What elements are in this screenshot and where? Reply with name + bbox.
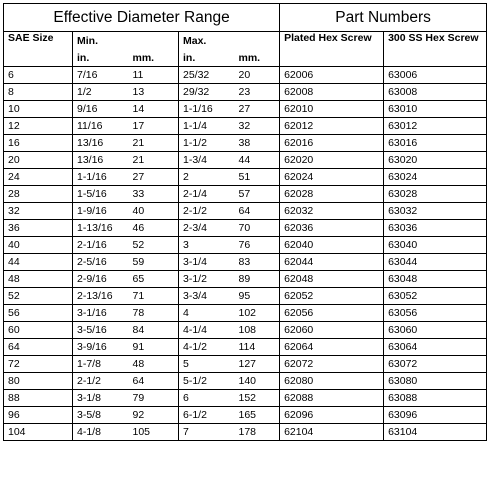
- plated-part-number-cell: 62104: [280, 424, 384, 441]
- plated-part-number-cell: 62080: [280, 373, 384, 390]
- ss-part-number-cell: 63040: [384, 237, 487, 254]
- min-in-cell: 13/16: [73, 135, 129, 152]
- sae-size-cell: 80: [4, 373, 73, 390]
- min-in-cell: 2-5/16: [73, 254, 129, 271]
- min-mm-cell: 48: [129, 356, 179, 373]
- plated-part-number-cell: 62064: [280, 339, 384, 356]
- max-in-cell: 3-1/4: [179, 254, 235, 271]
- sae-size-cell: 36: [4, 220, 73, 237]
- min-in-cell: 3-1/8: [73, 390, 129, 407]
- sae-size-cell: 8: [4, 84, 73, 101]
- plated-part-number-cell: 62040: [280, 237, 384, 254]
- plated-part-number-cell: 62016: [280, 135, 384, 152]
- max-in-cell: 5-1/2: [179, 373, 235, 390]
- plated-part-number-cell: 62036: [280, 220, 384, 237]
- table-row: [4, 339, 487, 356]
- min-mm-cell: 92: [129, 407, 179, 424]
- ss-part-number-cell: 63006: [384, 67, 487, 84]
- min-in-cell: 2-9/16: [73, 271, 129, 288]
- table-row: [4, 322, 487, 339]
- table-row: [4, 203, 487, 220]
- max-mm-cell: 23: [235, 84, 280, 101]
- sae-size-cell: 48: [4, 271, 73, 288]
- max-in-cell: 3: [179, 237, 235, 254]
- min-in-cell: 1/2: [73, 84, 129, 101]
- table-row: [4, 135, 487, 152]
- max-in-cell: 2: [179, 169, 235, 186]
- ss-part-number-cell: 63052: [384, 288, 487, 305]
- table-row: [4, 390, 487, 407]
- ss-part-number-cell: 63104: [384, 424, 487, 441]
- table-row: [4, 220, 487, 237]
- table-row: [4, 237, 487, 254]
- max-mm-cell: 114: [235, 339, 280, 356]
- min-mm-cell: 52: [129, 237, 179, 254]
- plated-part-number-cell: 62072: [280, 356, 384, 373]
- min-in-cell: 1-1/16: [73, 169, 129, 186]
- ss-part-number-cell: 63024: [384, 169, 487, 186]
- max-mm-cell: 108: [235, 322, 280, 339]
- min-in-cell: 11/16: [73, 118, 129, 135]
- min-in-cell: 3-5/16: [73, 322, 129, 339]
- min-mm-cell: 40: [129, 203, 179, 220]
- max-mm-cell: 102: [235, 305, 280, 322]
- sae-size-cell: 52: [4, 288, 73, 305]
- min-mm-cell: 105: [129, 424, 179, 441]
- min-mm-cell: 21: [129, 135, 179, 152]
- sae-size-cell: 64: [4, 339, 73, 356]
- max-in-cell: 4-1/4: [179, 322, 235, 339]
- max-mm-cell: 89: [235, 271, 280, 288]
- max-in-cell: 1-1/16: [179, 101, 235, 118]
- column-header-row: [4, 32, 487, 50]
- max-mm-cell: 178: [235, 424, 280, 441]
- ss-part-number-cell: 63064: [384, 339, 487, 356]
- max-in-cell: 3-3/4: [179, 288, 235, 305]
- plated-part-number-cell: 62060: [280, 322, 384, 339]
- min-mm-cell: 21: [129, 152, 179, 169]
- sae-size-cell: 6: [4, 67, 73, 84]
- max-mm-cell: 95: [235, 288, 280, 305]
- max-in-cell: 1-3/4: [179, 152, 235, 169]
- max-mm-cell: 44: [235, 152, 280, 169]
- min-mm-cell: 84: [129, 322, 179, 339]
- sae-size-cell: 32: [4, 203, 73, 220]
- max-header: Max.: [179, 32, 280, 50]
- max-in-cell: 25/32: [179, 67, 235, 84]
- max-mm-cell: 140: [235, 373, 280, 390]
- min-in-cell: 2-1/16: [73, 237, 129, 254]
- ss-part-number-cell: 63096: [384, 407, 487, 424]
- sae-size-cell: 24: [4, 169, 73, 186]
- part-numbers-header: Part Numbers: [280, 4, 487, 32]
- max-in-cell: 4-1/2: [179, 339, 235, 356]
- sae-size-header: SAE Size: [4, 32, 73, 67]
- plated-part-number-cell: 62020: [280, 152, 384, 169]
- ss-part-number-cell: 63048: [384, 271, 487, 288]
- ss-hex-screw-header: 300 SS Hex Screw: [384, 32, 487, 67]
- plated-part-number-cell: 62028: [280, 186, 384, 203]
- table-row: [4, 84, 487, 101]
- ss-part-number-cell: 63008: [384, 84, 487, 101]
- max-in-cell: 1-1/4: [179, 118, 235, 135]
- sae-size-cell: 40: [4, 237, 73, 254]
- min-in-unit: in.: [73, 49, 129, 67]
- table-row: [4, 407, 487, 424]
- sae-size-cell: 88: [4, 390, 73, 407]
- ss-part-number-cell: 63028: [384, 186, 487, 203]
- max-mm-cell: 165: [235, 407, 280, 424]
- plated-part-number-cell: 62024: [280, 169, 384, 186]
- table-row: [4, 424, 487, 441]
- min-mm-unit: mm.: [129, 49, 179, 67]
- plated-part-number-cell: 62096: [280, 407, 384, 424]
- min-mm-cell: 11: [129, 67, 179, 84]
- min-in-cell: 3-5/8: [73, 407, 129, 424]
- max-mm-cell: 127: [235, 356, 280, 373]
- min-mm-cell: 65: [129, 271, 179, 288]
- plated-part-number-cell: 62088: [280, 390, 384, 407]
- min-in-cell: 3-9/16: [73, 339, 129, 356]
- min-mm-cell: 79: [129, 390, 179, 407]
- min-mm-cell: 64: [129, 373, 179, 390]
- ss-part-number-cell: 63020: [384, 152, 487, 169]
- max-in-cell: 3-1/2: [179, 271, 235, 288]
- ss-part-number-cell: 63080: [384, 373, 487, 390]
- min-mm-cell: 78: [129, 305, 179, 322]
- min-mm-cell: 59: [129, 254, 179, 271]
- plated-part-number-cell: 62048: [280, 271, 384, 288]
- min-mm-cell: 71: [129, 288, 179, 305]
- table-row: [4, 356, 487, 373]
- plated-part-number-cell: 62012: [280, 118, 384, 135]
- min-mm-cell: 13: [129, 84, 179, 101]
- plated-part-number-cell: 62006: [280, 67, 384, 84]
- table-row: [4, 101, 487, 118]
- min-in-cell: 7/16: [73, 67, 129, 84]
- part-number-table: [3, 3, 487, 441]
- max-in-cell: 6-1/2: [179, 407, 235, 424]
- effective-diameter-range-header: Effective Diameter Range: [4, 4, 280, 32]
- plated-part-number-cell: 62010: [280, 101, 384, 118]
- table-row: [4, 271, 487, 288]
- min-in-cell: 2-1/2: [73, 373, 129, 390]
- max-in-cell: 6: [179, 390, 235, 407]
- table-body: [4, 67, 487, 441]
- max-mm-cell: 76: [235, 237, 280, 254]
- table-row: [4, 373, 487, 390]
- sae-size-cell: 60: [4, 322, 73, 339]
- group-header-row: [4, 4, 487, 32]
- ss-part-number-cell: 63072: [384, 356, 487, 373]
- min-in-cell: 1-9/16: [73, 203, 129, 220]
- table-row: [4, 186, 487, 203]
- plated-part-number-cell: 62008: [280, 84, 384, 101]
- max-in-unit: in.: [179, 49, 235, 67]
- ss-part-number-cell: 63016: [384, 135, 487, 152]
- ss-part-number-cell: 63088: [384, 390, 487, 407]
- ss-part-number-cell: 63036: [384, 220, 487, 237]
- min-in-cell: 2-13/16: [73, 288, 129, 305]
- ss-part-number-cell: 63010: [384, 101, 487, 118]
- ss-part-number-cell: 63044: [384, 254, 487, 271]
- max-in-cell: 2-1/2: [179, 203, 235, 220]
- sae-size-cell: 12: [4, 118, 73, 135]
- sae-size-cell: 10: [4, 101, 73, 118]
- min-mm-cell: 91: [129, 339, 179, 356]
- min-header: Min.: [73, 32, 179, 50]
- max-in-cell: 5: [179, 356, 235, 373]
- sae-size-cell: 28: [4, 186, 73, 203]
- ss-part-number-cell: 63060: [384, 322, 487, 339]
- max-in-cell: 7: [179, 424, 235, 441]
- sae-size-cell: 44: [4, 254, 73, 271]
- sae-size-cell: 96: [4, 407, 73, 424]
- sae-size-cell: 72: [4, 356, 73, 373]
- max-in-cell: 2-1/4: [179, 186, 235, 203]
- table-row: [4, 152, 487, 169]
- plated-part-number-cell: 62052: [280, 288, 384, 305]
- table-row: [4, 67, 487, 84]
- max-in-cell: 29/32: [179, 84, 235, 101]
- sae-size-cell: 56: [4, 305, 73, 322]
- max-mm-cell: 64: [235, 203, 280, 220]
- min-mm-cell: 17: [129, 118, 179, 135]
- min-in-cell: 1-13/16: [73, 220, 129, 237]
- plated-part-number-cell: 62032: [280, 203, 384, 220]
- max-mm-cell: 27: [235, 101, 280, 118]
- min-mm-cell: 33: [129, 186, 179, 203]
- max-mm-cell: 70: [235, 220, 280, 237]
- max-mm-cell: 38: [235, 135, 280, 152]
- min-mm-cell: 14: [129, 101, 179, 118]
- max-in-cell: 1-1/2: [179, 135, 235, 152]
- max-mm-cell: 152: [235, 390, 280, 407]
- ss-part-number-cell: 63012: [384, 118, 487, 135]
- max-mm-cell: 83: [235, 254, 280, 271]
- min-in-cell: 9/16: [73, 101, 129, 118]
- table-row: [4, 288, 487, 305]
- min-in-cell: 1-7/8: [73, 356, 129, 373]
- table-row: [4, 305, 487, 322]
- min-in-cell: 1-5/16: [73, 186, 129, 203]
- min-in-cell: 13/16: [73, 152, 129, 169]
- plated-part-number-cell: 62044: [280, 254, 384, 271]
- sae-size-cell: 16: [4, 135, 73, 152]
- plated-hex-screw-header: Plated Hex Screw: [280, 32, 384, 67]
- min-in-cell: 3-1/16: [73, 305, 129, 322]
- ss-part-number-cell: 63056: [384, 305, 487, 322]
- max-mm-cell: 57: [235, 186, 280, 203]
- max-mm-cell: 51: [235, 169, 280, 186]
- min-mm-cell: 27: [129, 169, 179, 186]
- sae-size-cell: 20: [4, 152, 73, 169]
- plated-part-number-cell: 62056: [280, 305, 384, 322]
- min-in-cell: 4-1/8: [73, 424, 129, 441]
- table-row: [4, 118, 487, 135]
- max-mm-cell: 32: [235, 118, 280, 135]
- table-row: [4, 169, 487, 186]
- max-mm-cell: 20: [235, 67, 280, 84]
- max-in-cell: 2-3/4: [179, 220, 235, 237]
- max-mm-unit: mm.: [235, 49, 280, 67]
- table-row: [4, 254, 487, 271]
- min-mm-cell: 46: [129, 220, 179, 237]
- sae-size-cell: 104: [4, 424, 73, 441]
- ss-part-number-cell: 63032: [384, 203, 487, 220]
- max-in-cell: 4: [179, 305, 235, 322]
